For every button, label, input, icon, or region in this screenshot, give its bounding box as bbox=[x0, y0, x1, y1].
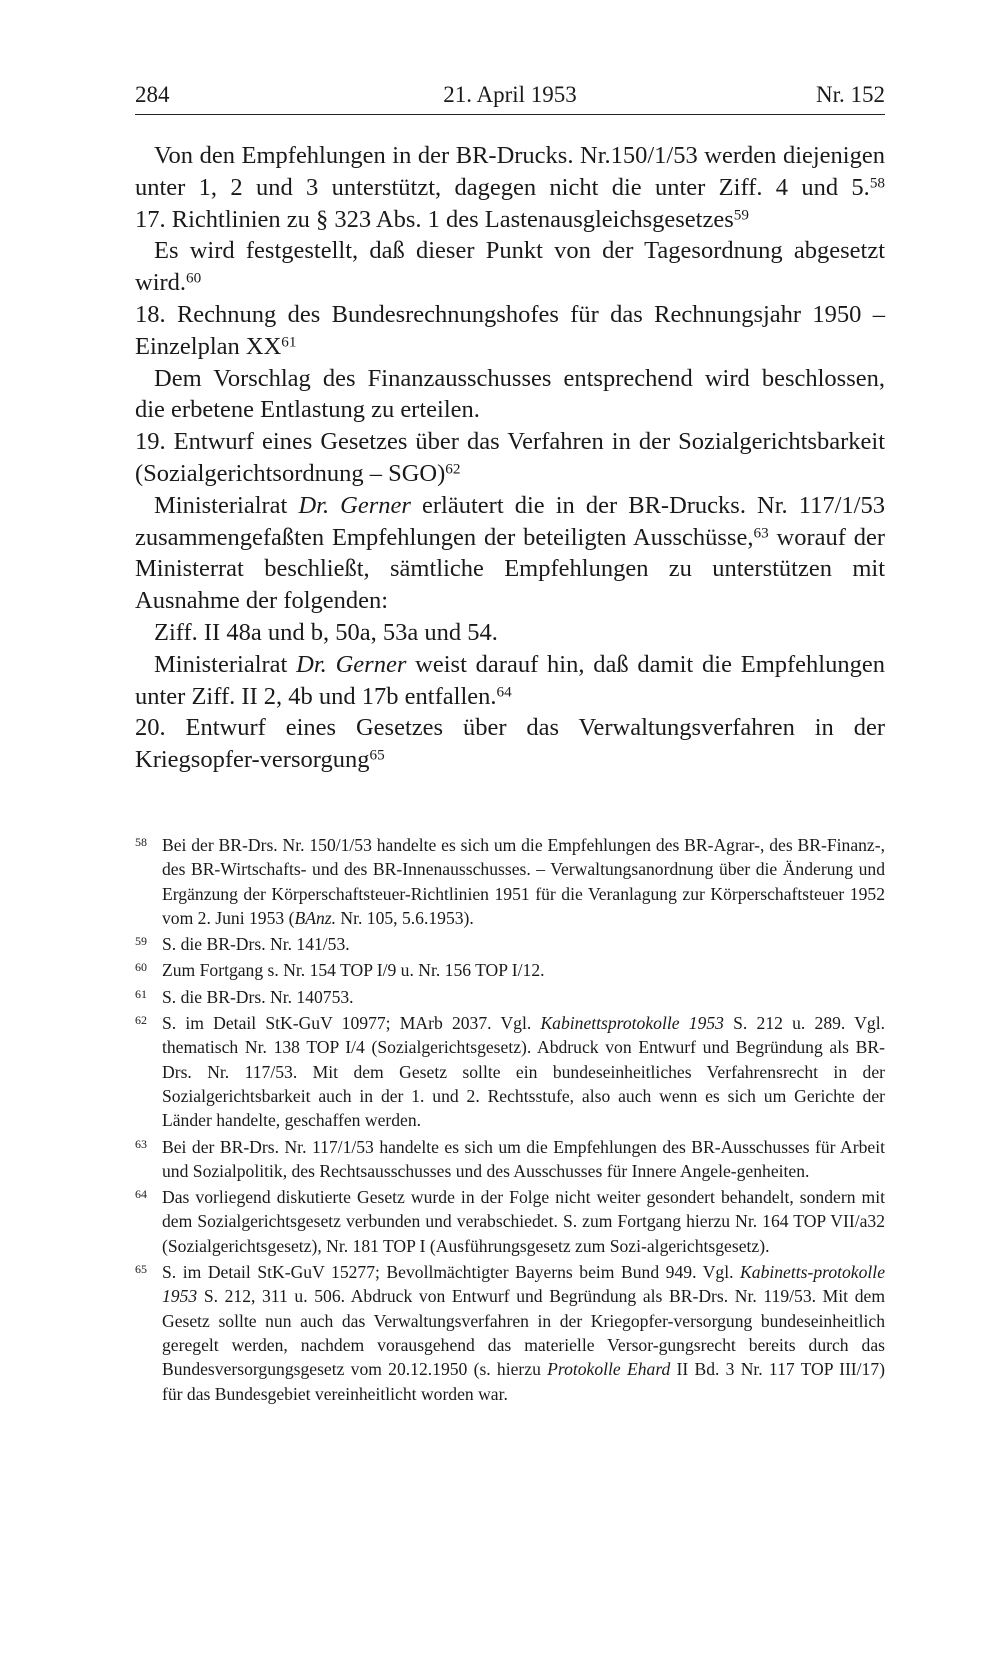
header-rule bbox=[135, 114, 885, 115]
footnote-ref: 61 bbox=[281, 333, 297, 351]
text-run: Zum Fortgang s. Nr. 154 TOP I/9 u. Nr. 156 TOP I/12. bbox=[162, 960, 545, 981]
text-run: Ziff. II 48a und b, 50a, 53a und 54. bbox=[154, 618, 498, 646]
footnote bbox=[135, 985, 885, 1009]
footnote-number: 61 bbox=[135, 986, 147, 1001]
footnote-number: 62 bbox=[135, 1013, 147, 1028]
footnote bbox=[135, 1011, 885, 1132]
paragraph bbox=[135, 363, 885, 427]
footnote bbox=[135, 932, 885, 956]
page-number: 284 bbox=[135, 82, 170, 107]
footnote-number: 60 bbox=[135, 960, 147, 975]
text-run: Von den Empfehlungen in der BR-Drucks. Nr.150/1/53 werden diejenigen unter 1, 2 und 3 unterstützt, dagegen nicht die unter Ziff. 4 und 5. bbox=[135, 142, 885, 201]
text-run: Ministerialrat bbox=[154, 491, 299, 519]
text-run: Dem Vorschlag des Finanzausschusses entsprechend wird beschlossen, die erbetene Entlastung zu erteilen. bbox=[135, 364, 885, 424]
text-run: S. die BR-Drs. Nr. 141/53. bbox=[162, 934, 350, 955]
footnote bbox=[135, 1185, 885, 1258]
text-run: S. im Detail StK-GuV 15277; Bevollmächtigter Bayerns beim Bund 949. Vgl. bbox=[162, 1262, 741, 1283]
running-header bbox=[135, 80, 885, 114]
text-run: S. 212, 311 u. 506. Abdruck von Entwurf und Begründung als BR-Drs. Nr. 119/53. Mit dem Gesetz sollte nun auch das Verwaltungsverfahren in der Kriegopfer-versorgung bundeseinheitlich geregelt werden, nachdem vorausgehend das materielle Versor-gungsrecht bereits durch das Bundesversorgungsgesetz vom 20.12.1950 (s. hierzu bbox=[162, 1286, 885, 1380]
italic-text: Kabinettsprotokolle 1953 bbox=[540, 1013, 724, 1034]
footnote-ref: 64 bbox=[496, 682, 512, 700]
paragraph bbox=[135, 649, 885, 713]
footnote-number: 63 bbox=[135, 1136, 147, 1151]
footnote bbox=[135, 958, 885, 982]
footnote bbox=[135, 1135, 885, 1184]
text-run: 19. Entwurf eines Gesetzes über das Verfahren in der Sozialgerichtsbarkeit (Sozialgerichtsordnung – SGO) bbox=[135, 428, 885, 487]
italic-text: Protokolle Ehard bbox=[547, 1359, 671, 1380]
text-run: Das vorliegend diskutierte Gesetz wurde in der Folge nicht weiter gesondert behandelt, sondern mit dem Sozialgerichtsgesetz verbunden und verabschiedet. S. zum Fortgang hierzu Nr. 164 TOP VII/a32 (Sozialgerichtsgesetz), Nr. 181 TOP I (Ausführungsgesetz zum Sozi-algerichtsgesetz). bbox=[162, 1187, 885, 1256]
text-run: Bei der BR-Drs. Nr. 117/1/53 handelte es sich um die Empfehlungen des BR-Ausschusses für Arbeit und Sozialpolitik, des Rechtsausschusses und des Ausschusses für Innere Angele-genheiten. bbox=[162, 1136, 885, 1181]
agenda-item-heading bbox=[135, 712, 885, 776]
body-text bbox=[135, 140, 885, 776]
footnote-ref: 65 bbox=[369, 746, 385, 764]
text-run: Nr. 105, 5.6.1953). bbox=[336, 907, 474, 928]
footnotes bbox=[135, 833, 885, 1406]
agenda-item-heading bbox=[135, 299, 885, 363]
text-run: S. im Detail StK-GuV 10977; MArb 2037. Vgl. bbox=[162, 1013, 541, 1034]
footnote-number: 58 bbox=[135, 835, 147, 849]
text-run: worauf der Ministerrat beschließt, sämtliche Empfehlungen zu unterstützen mit Ausnahme der folgenden: bbox=[135, 523, 886, 615]
text-run: erläutert die in der BR-Drucks. Nr. 117/1/53 zusammengefaßten Empfehlungen der beteiligten Ausschüsse, bbox=[135, 491, 885, 551]
agenda-item-heading bbox=[135, 426, 885, 490]
text-run: 20. Entwurf eines Gesetzes über das Verwaltungsverfahren in der Kriegsopfer-versorgung bbox=[135, 714, 885, 774]
header-date: 21. April 1953 bbox=[443, 82, 577, 107]
paragraph bbox=[135, 140, 885, 204]
agenda-item-heading bbox=[135, 204, 885, 236]
text-run: 17. Richtlinien zu § 323 Abs. 1 des Lastenausgleichsgesetzes bbox=[135, 205, 734, 233]
footnote-ref: 59 bbox=[733, 206, 749, 223]
text-run: S. 212 u. 289. Vgl. thematisch Nr. 138 TOP I/4 (Sozialgerichtsgesetz). Abdruck von Entwurf und Begründung als BR-Drs. Nr. 117/53. Mit dem Gesetz sollte ein bundeseinheitliches Verfahrensrecht in der Sozialgerichtsbarkeit auch in der 1. und 2. Rechtsstufe, also auch wenn es sich um Gerichte der Länder handelte, geschaffen werden. bbox=[162, 1013, 885, 1131]
footnote-ref: 58 bbox=[869, 174, 885, 192]
italic-text: Dr. Gerner bbox=[296, 650, 407, 678]
italic-text: BAnz. bbox=[294, 907, 336, 928]
header-issue-number: Nr. 152 bbox=[816, 82, 885, 107]
footnote bbox=[135, 1260, 885, 1406]
text-run: 18. Rechnung des Bundesrechnungshofes für das Rechnungsjahr 1950 – Einzelplan XX bbox=[135, 300, 885, 360]
footnote-ref: 63 bbox=[753, 523, 769, 541]
text-run: weist darauf hin, daß damit die Empfehlungen unter Ziff. II 2, 4b und 17b entfallen. bbox=[135, 650, 885, 710]
paragraph bbox=[135, 235, 885, 299]
paragraph bbox=[135, 490, 885, 617]
text-run: II Bd. 3 Nr. 117 TOP III/17) für das Bundesgebiet vereinheitlicht worden war. bbox=[162, 1359, 885, 1404]
text-run: Bei der BR-Drs. Nr. 150/1/53 handelte es sich um die Empfehlungen des BR-Agrar-, des BR-Finanz-, des BR-Wirtschafts- und des BR-Innenausschusses. – Verwaltungsanordnung über die Änderung und Ergänzung der Körperschaftsteuer-Richtlinien 1951 für die Veranlagung zur Körperschaftsteuer 1952 vom 2. Juni 1953 ( bbox=[162, 835, 885, 928]
italic-text: Dr. Gerner bbox=[298, 491, 411, 519]
text-run: Es wird festgestellt, daß dieser Punkt von der Tagesordnung abgesetzt wird. bbox=[135, 237, 885, 297]
footnote-ref: 62 bbox=[445, 460, 461, 478]
footnote-ref: 60 bbox=[186, 269, 202, 287]
text-run: S. die BR-Drs. Nr. 140753. bbox=[162, 986, 354, 1007]
footnote-number: 64 bbox=[135, 1187, 147, 1202]
footnote bbox=[135, 833, 885, 930]
italic-text: Kabinetts-protokolle 1953 bbox=[162, 1262, 885, 1307]
footnote-number: 65 bbox=[135, 1262, 147, 1277]
text-run: Ministerialrat bbox=[154, 650, 297, 678]
paragraph bbox=[135, 617, 885, 649]
footnote-number: 59 bbox=[135, 934, 147, 949]
